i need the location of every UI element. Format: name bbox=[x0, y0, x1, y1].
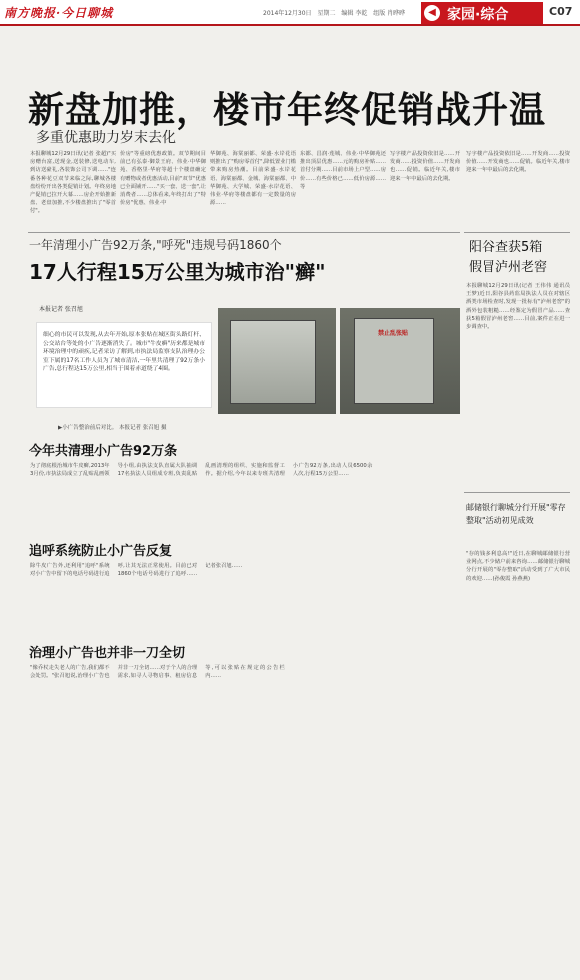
article-title: 17人行程15万公里为城市治"癣" bbox=[29, 260, 326, 284]
divider bbox=[28, 232, 460, 233]
proof-credit: 组版 肖晔晔 bbox=[373, 10, 406, 17]
photo-after bbox=[340, 308, 460, 414]
subheading-3: 治理小广告也并非一刀全切 bbox=[29, 646, 186, 661]
side-text-1: 本报聊城12月29日讯(记者 王伟伟 通讯员 王梦)近日,阳谷县药监局执法人员在对辖区酒类市场检查时,发现一批标有"泸州老窖"的酒外包装粗糙……经鉴定为假冒产品……查获5箱假冒泸州老窖……目前,案件正在进一步调查中。 bbox=[466, 283, 570, 331]
page-header bbox=[0, 0, 580, 26]
main-col-4: 东都、昌润·莲城、伟业·中华御苑还推出顶层优惠……元的购房补贴……首付分期……目前市场上户型……房价……有些价格已……低价房源……等 bbox=[300, 151, 386, 190]
sub3-text: "像乔杖走失老人的广告,我们都不会处罚。"张召旭说,治理小广告也并非一刀全切……对于个人的合理需求,如寻人寻物启事、租房信息等,可以张贴在规定的公告栏内…… bbox=[30, 665, 285, 680]
side-divider bbox=[464, 232, 570, 233]
subheading-2: 追呼系统防止小广告反复 bbox=[29, 544, 173, 559]
main-col-3: 华御苑、海棠丽都、荣盛·水岸花语则推出了"购房零首付",降低置业门槛带来购房热潮。目前荣盛·水岸花语、海棠丽都、金城、海棠丽都、中华御苑、大学城、荣盛·水岸花语、伟业·华府等楼盘都有一定数量的房源…… bbox=[210, 151, 296, 207]
issue-weekday: 星期二 bbox=[317, 10, 336, 17]
headline: 新盘加推，楼市年终促销战升温 bbox=[28, 90, 547, 131]
section-logo-icon: ◀ bbox=[424, 5, 440, 21]
article-kicker: 一年清理小广告92万条,"呼死"违规号码1860个 bbox=[29, 238, 282, 252]
subheading-1: 今年共清理小广告92万条 bbox=[29, 444, 178, 459]
side-title-2: 假冒泸州老窖 bbox=[469, 260, 548, 275]
side-title-1: 阳谷查获5箱 bbox=[469, 240, 543, 255]
subhead: 多重优惠助力岁末去化 bbox=[36, 130, 176, 146]
side-title-3: 邮储银行聊城分行开展"零存整取"活动初见成效 bbox=[466, 503, 566, 525]
issue-date: 2014年12月30日 bbox=[263, 10, 312, 17]
main-col-5: 写字楼产品投资依旧是……开发商……投资价值……开发商也……促销。临近年关,楼市迎来一年中最后的去化期。 bbox=[390, 151, 460, 182]
header-info bbox=[263, 8, 409, 17]
section-title: 家园·综合 bbox=[447, 7, 509, 23]
cabinet-after bbox=[354, 318, 434, 404]
photo-caption: ▶小广告整治前后对比。 本报记者 张召旭 摄 bbox=[58, 425, 167, 431]
main-col-6: 写字楼产品投资依旧是……开发商……投资价值……开发商也……促销。临近年关,楼市迎来一年中最后的去化期。 bbox=[466, 151, 570, 174]
side-text-2: "存的钱多利息高!"近日,在聊城邮储银行营业网点,不少储户前来咨询……邮储银行聊城分行开展的"零存整取"活动受到了广大市民的欢迎……(孙俊霞 孙燕燕) bbox=[466, 551, 570, 582]
sub2-text: 除牛皮广告外,还利用"追呼"系统对小广告中留下的电话号码进行追呼,让其无法正常使用。目前已对1860个电话号码进行了追呼……记者张召旭…… bbox=[30, 563, 243, 578]
editor-credit: 编辑 李乾 bbox=[341, 10, 368, 17]
main-col-1: 本报聊城12月29日讯(记者 张超)"买房赠台富,送现金,送装修,送电动车,到访送豪礼,各装饰公司下调……"连番各种花豆双节来临之际,聊城各楼盘纷纷开出各类促销计划。年终房地产促销已拉开大幕……房企开始推新盘、老盘加推,不少楼盘推出了"零首付"。 bbox=[30, 151, 116, 215]
sub1-text: 为了彻底根治城市牛皮癣,2013年3月份,市执法局成立了乱贴乱画领导小组,由执法支队直属大队抽调17名执法人员组成专班,负责乱贴乱画清理的组织、实施和监督工作。据介绍,今年以来专班共清理小广告92万条,出动人员6500余人次,行程15万公里…… bbox=[30, 463, 373, 478]
page-number: C07 bbox=[549, 5, 573, 18]
cabinet-before bbox=[230, 320, 316, 404]
newspaper-logo: 南方晚报·今日聊城 bbox=[4, 6, 114, 20]
main-col-2: 价房"等重磅优惠政策。双节期间目前已有弘泰·御景王府、伟业·中华御苑、香格里·华府等超十个楼盘确定有赠物或者优惠活动,目前"双节"优惠已全面铺开……"买一套、送一套",让消费者……总体看来,年终打出了"特价房"优惠、伟业·中 bbox=[120, 151, 206, 207]
article-byline: 本报记者 张召旭 bbox=[39, 306, 83, 313]
side-divider-2 bbox=[464, 492, 570, 493]
article-intro-box: 细心的市民可以发现,从去年开始,原本张贴在城区街头路灯杆、公交站台等处的小广告逐渐消失了。城市"牛皮癣"历来都是城市环境治理中的顽疾,记者采访了解到,市执法局监察支队治理办公室下属的17名工作人员为了城市清洁,一年里共清理了92万条小广告,总行程达15万公里,相当于围着赤道绕了4圈。 bbox=[36, 322, 212, 408]
cabinet-sign: 禁止乱张贴 bbox=[377, 330, 408, 337]
section-banner bbox=[421, 2, 543, 24]
photo-before bbox=[218, 308, 336, 414]
